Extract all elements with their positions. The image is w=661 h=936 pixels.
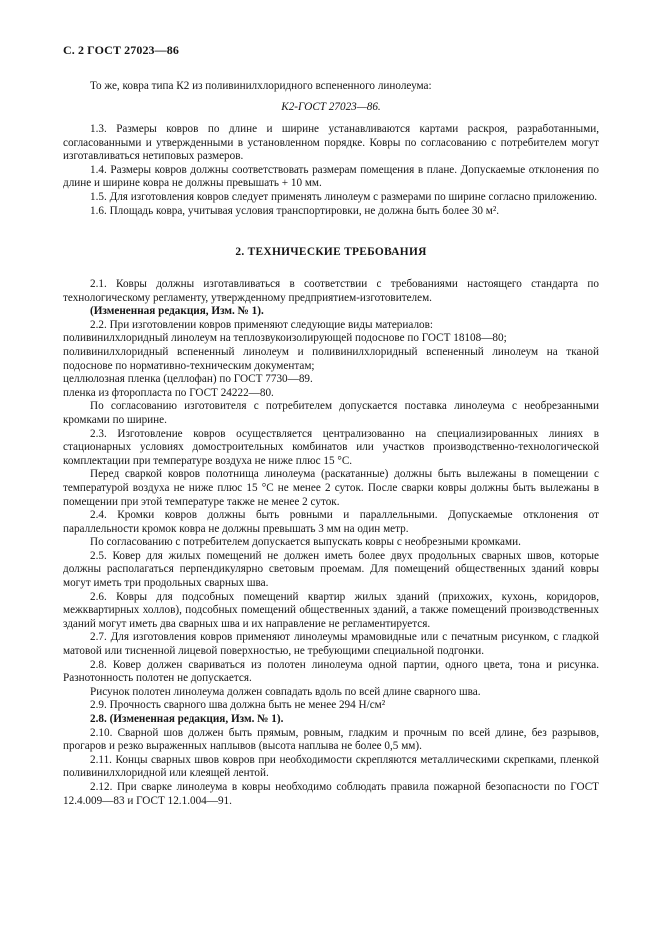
para-before-welding: Перед сваркой ковров полотнища линолеума (раскатанные) должны быть вылежаны в помещении с температурой воздуха не ниже плюс 15 °С не менее 2 суток. После сварки ковры должны быть вылежаны в помещении при этой температуре также не менее 2 суток.: [63, 468, 599, 508]
intro-line: То же, ковра типа К2 из поливинилхлоридного вспененного линолеума:: [90, 80, 432, 92]
para-agree-1: По согласованию изготовителя с потребителем допускается поставка линолеума с необрезанными кромками по ширине.: [63, 400, 599, 426]
material-1: поливинилхлоридный линолеум на теплозвукоизолирующей подоснове по ГОСТ 18108—80;: [63, 332, 507, 345]
para-pattern: Рисунок полотен линолеума должен совпадать вдоль по всей длине сварного шва.: [90, 685, 481, 698]
para-2-4: 2.4. Кромки ковров должны быть ровными и параллельными. Допускаемые отклонения от параллельности кромок ковра не должны превышать 3 мм на один метр.: [63, 509, 599, 535]
para-2-7: 2.7. Для изготовления ковров применяют линолеумы мрамовидные или с печатным рисунком, с гладкой матовой или тисненной лицевой поверхностью, не требующими специальной подгонки.: [63, 631, 599, 658]
designation: К2-ГОСТ 27023—86.: [281, 101, 381, 113]
material-4: пленка из фторопласта по ГОСТ 24222—80.: [63, 386, 274, 399]
item-1-5: 1.5. Для изготовления ковров следует применять линолеум с размерами по ширине согласно приложению.: [90, 190, 598, 203]
para-2-2: 2.2. При изготовлении ковров применяют следующие виды материалов:: [90, 318, 434, 331]
para-2-3: 2.3. Изготовление ковров осуществляется централизованно на специализированных линиях в стационарных условиях домостроительных комбинатов или участков производственно-технологической комплектации при температуре воздуха не ниже плюс 15 °С.: [63, 427, 599, 467]
para-2-12: 2.12. При сварке линолеума в ковры необходимо соблюдать правила пожарной безопасности по ГОСТ 12.4.009—83 и ГОСТ 12.1.004—91.: [63, 780, 599, 807]
para-2-10: 2.10. Сварной шов должен быть прямым, ровным, гладким и прочным по всей длине, без разрывов, прогаров и резко выраженных наплывов (высота наплыва не более 0,5 мм).: [63, 726, 599, 753]
para-2-11: 2.11. Концы сварных швов ковров при необходимости скрепляются металлическими скрепками, пленкой поливинилхлоридной или клеящей лентой.: [63, 753, 599, 780]
item-1-6: 1.6. Площадь ковра, учитывая условия транспортировки, не должна быть более 30 м².: [90, 204, 500, 217]
section2-title: 2. ТЕХНИЧЕСКИЕ ТРЕБОВАНИЯ: [235, 246, 427, 258]
revision-note-2: 2.8. (Измененная редакция, Изм. № 1).: [90, 713, 284, 725]
material-3: целлюлозная пленка (целлофан) по ГОСТ 7730—89.: [63, 373, 313, 386]
para-2-5: 2.5. Ковер для жилых помещений не должен иметь более двух продольных сварных швов, которые должны располагаться перпендикулярно световым проемам. Для помещений общественных зданий ковры могут иметь три продольных сварных шва.: [63, 549, 599, 590]
item-1-3: 1.3. Размеры ковров по длине и ширине устанавливаются картами раскроя, разработанными, согласованными и утвержденными в установленном порядке. Ковры по согласованию с потребителем могут изготавливаться нетиповых размеров.: [63, 123, 599, 163]
para-2-6: 2.6. Ковры для подсобных помещений квартир жилых зданий (прихожих, кухонь, коридоров, межквартирных холлов), подсобных помещений общественных зданий, а также помещений производственных зданий могут иметь два сварных шва и их направление не регламентируется.: [63, 590, 599, 630]
intro-block: [63, 80, 599, 94]
revision-note-1: (Измененная редакция, Изм. № 1).: [90, 305, 264, 318]
designation-block: [63, 101, 599, 115]
para-2-9: 2.9. Прочность сварного шва должна быть не менее 294 Н/см²: [90, 699, 386, 712]
para-2-1: 2.1. Ковры должны изготавливаться в соответствии с требованиями настоящего стандарта по технологическому регламенту, утвержденному предприятием-изготовителем.: [63, 278, 599, 304]
para-2-8: 2.8. Ковер должен свариваться из полотен линолеума одной партии, одного цвета, тона и рисунка. Разнотонность полотен не допускается.: [63, 658, 599, 685]
section2-body: [63, 278, 599, 808]
material-2: поливинилхлоридный вспененный линолеум и поливинилхлоридный вспененный линолеум на тканой подоснове по нормативно-техническим документам;: [63, 345, 599, 372]
item-1-4: 1.4. Размеры ковров должны соответствовать размерам помещения в плане. Допускаемые отклонения по длине и ширине ковра не должны превышать + 10 мм.: [63, 163, 599, 190]
para-agree-2: По согласованию с потребителем допускается выпускать ковры с необрезными кромками.: [90, 536, 521, 549]
page-header: С. 2 ГОСТ 27023—86: [63, 43, 179, 57]
section1-items: [63, 123, 599, 218]
